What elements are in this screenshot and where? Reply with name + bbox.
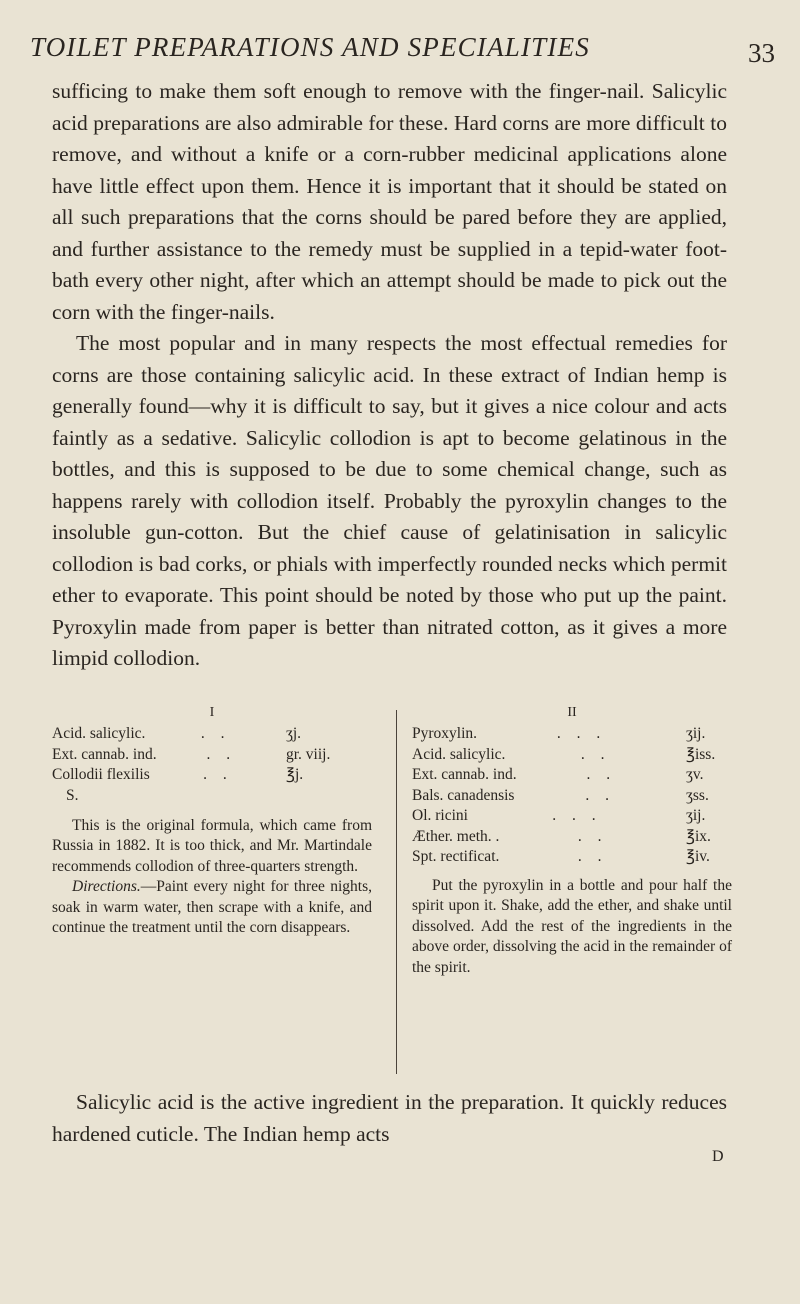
quantity: ʒj.: [286, 725, 302, 742]
paragraph-3: Salicylic acid is the active ingredient in the preparation. It quickly reduces hardened cuticle. The Indian hemp acts: [52, 1090, 727, 1146]
paragraph-1: sufficing to make them soft enough to remove with the finger-nail. Salicylic acid preparations are also admirable for these. Hard corns are more difficult to remove, and without a knife or a corn-rubber medicinal applications alone have little effect upon them. Hence it is important that it should be stated on all such preparations that the corns should be pared before they are applied, and further assistance to the remedy must be supplied in a tepid-water foot-bath every other night, after which an attempt should be made to pick out the corn with the finger-nails.: [52, 79, 727, 324]
directions-label: Directions.: [72, 878, 141, 895]
formula-1-note: This is the original formula, which came from Russia in 1882. It is too thick, and Mr. Martindale recommends collodion of three-quarters strength.: [52, 816, 372, 875]
ingredient: Ext. cannab. ind.: [52, 745, 157, 763]
leader-dots: . .: [206, 745, 237, 763]
quantity: ℥iss.: [686, 745, 716, 763]
formula-row: [412, 765, 732, 786]
leader-dots: . .: [200, 725, 231, 742]
paragraph-2: The most popular and in many respects the most effectual remedies for corns are those containing salicylic acid. In these extract of Indian hemp is generally found—why it is difficult to say, but it gives a nice colour and acts faintly as a sedative. Salicylic collodion is apt to become gelatinous in the bottles, and this is supposed to be due to some chemical change, such as happens rarely with collodion itself. Probably the pyroxylin changes to the insoluble gun-cotton. But the chief cause of gelatinisation in salicylic collodion is bad corks, or phials with imperfectly rounded necks which permit ether to evaporate. This point should be noted by those who put up the paint. Pyroxylin made from paper is better than nitrated cotton, as it gives a more limpid collodion.: [52, 331, 727, 670]
leader-dots: . .: [585, 786, 616, 804]
quantity: ʒij.: [686, 807, 706, 824]
ingredient: Acid. salicylic.: [52, 725, 146, 742]
formula-1-number: I: [209, 705, 215, 720]
formula-row: [412, 827, 732, 848]
formula-row: [52, 765, 372, 786]
leader-dots: . .: [577, 848, 608, 865]
ingredient: Æther. meth. .: [412, 827, 500, 845]
formula-row: [412, 724, 732, 745]
quantity: gr. viij.: [286, 745, 331, 763]
quantity: ℥j.: [286, 766, 304, 783]
quantity: ʒv.: [686, 766, 704, 783]
quantity: ℥ix.: [686, 827, 711, 845]
signature-mark: D: [712, 1148, 724, 1165]
body-text: [52, 76, 727, 675]
leader-dots: . .: [586, 766, 617, 783]
leader-dots: . .: [580, 745, 611, 763]
formula-1: [52, 702, 372, 939]
leader-dots: . .: [577, 827, 608, 845]
closing-text: [52, 1087, 727, 1150]
running-head: TOILET PREPARATIONS AND SPECIALITIES: [30, 32, 590, 62]
ingredient: Bals. canadensis: [412, 786, 515, 804]
ingredient: Acid. salicylic.: [412, 745, 506, 763]
ingredient: Ol. ricini: [412, 807, 468, 824]
formula-2-method: Put the pyroxylin in a bottle and pour half the spirit upon it. Shake, add the ether, and shake until dissolved. Add the rest of the ingredients in the above order, dissolving the acid in the remainder of the spirit.: [412, 876, 732, 976]
quantity: ℥iv.: [686, 848, 710, 865]
formula-row: [412, 847, 732, 868]
formula-2-number: II: [567, 705, 577, 720]
directions-text: —Paint every night for three nights, soak in warm water, then scrape with a knife, and continue the treatment until the corn disappears.: [52, 878, 372, 936]
formula-row: [412, 745, 732, 766]
formula-1-directions: [52, 877, 372, 939]
ingredient: Collodii flexilis: [52, 766, 150, 783]
formula-row: [412, 786, 732, 807]
formula-columns: [52, 702, 732, 1080]
ingredient: Pyroxylin.: [412, 725, 478, 742]
formula-2: [412, 702, 732, 978]
page-number: 33: [748, 38, 775, 68]
formula-row: [52, 745, 372, 766]
ingredient: Ext. cannab. ind.: [412, 766, 517, 783]
leader-dots: . . .: [552, 807, 602, 824]
quantity: ʒij.: [686, 725, 706, 742]
leader-dots: . . .: [556, 725, 607, 742]
leader-dots: . .: [203, 766, 233, 783]
quantity: ʒss.: [686, 786, 709, 804]
formula-row: [52, 724, 372, 745]
column-divider: [396, 710, 397, 1074]
formula-row: [412, 806, 732, 827]
ingredient: Spt. rectificat.: [412, 848, 500, 865]
signa: S.: [66, 786, 79, 804]
page-header: [30, 32, 775, 72]
